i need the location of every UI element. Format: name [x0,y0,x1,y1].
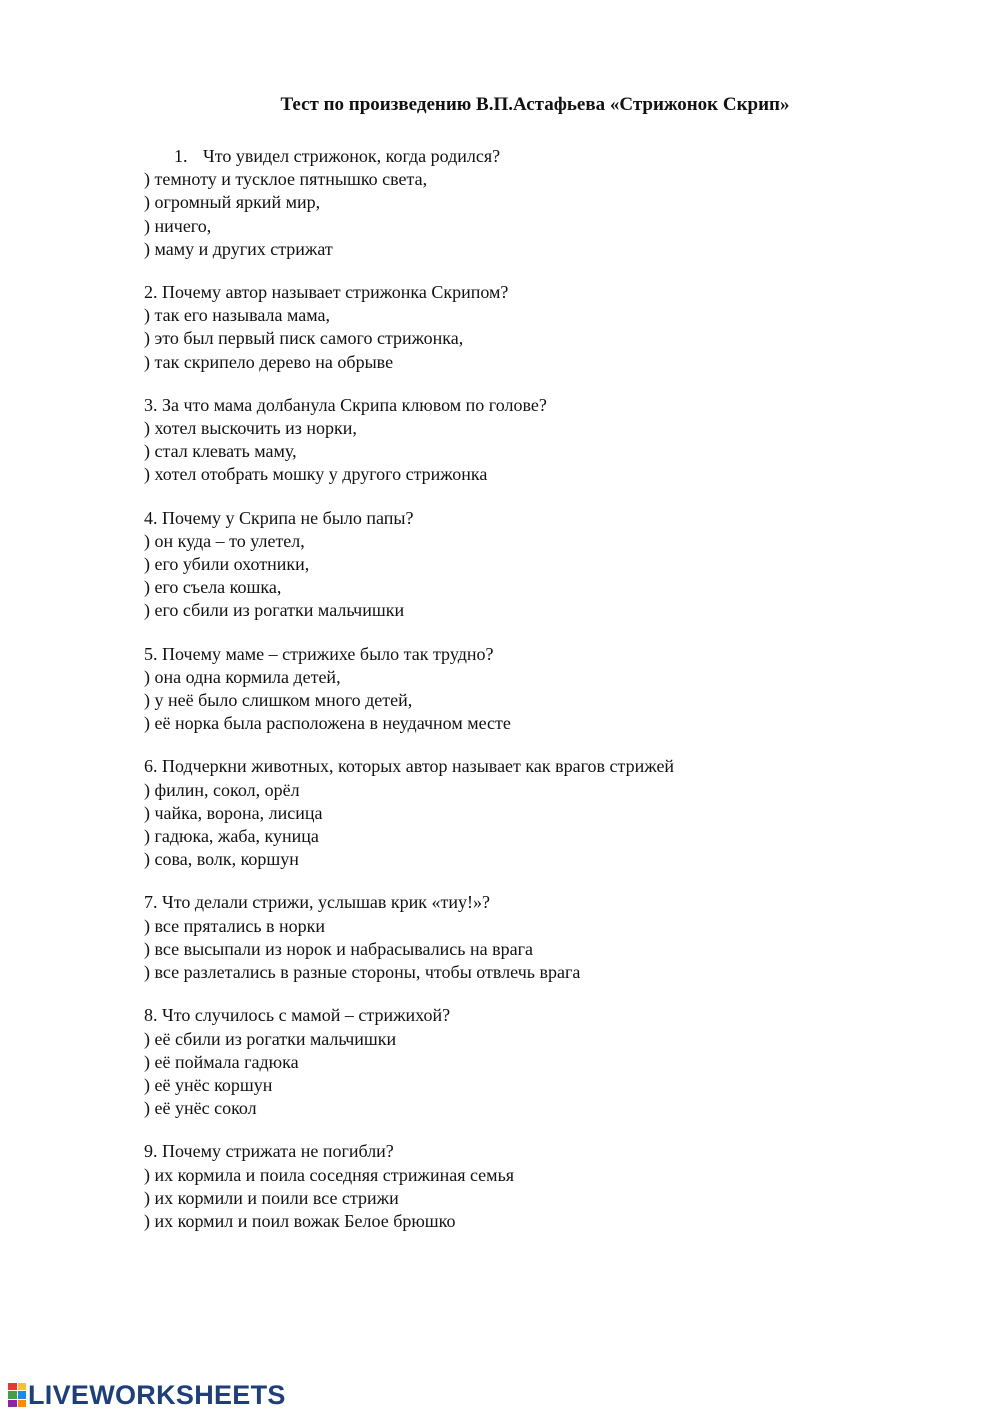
answer-option[interactable]: ) его сбили из рогатки мальчишки [144,600,405,621]
answer-option[interactable]: ) темноту и тусклое пятнышко света, [144,169,428,190]
answer-option[interactable]: ) так его называла мама, [144,305,330,326]
answer-option[interactable]: ) так скрипело дерево на обрыве [144,351,394,372]
answer-option[interactable]: ) чайка, ворона, лисица [144,802,323,823]
answer-option[interactable]: ) все прятались в норки [144,915,326,936]
question-text: 4. Почему у Скрипа не было папы? [144,507,414,528]
question-text: 6. Подчеркни животных, которых автор называет как врагов стрижей [144,756,675,777]
question-text: 7. Что делали стрижи, услышав крик «тиу!»? [144,892,491,913]
question-6 [144,755,944,871]
answer-option[interactable]: ) его съела кошка, [144,577,282,598]
question-4 [144,507,944,623]
question-text: 9. Почему стрижата не погибли? [144,1141,394,1162]
logo-block [18,1400,27,1407]
logo-text: LIVEWORKSHEETS [28,1379,286,1410]
answer-option[interactable]: ) все высыпали из норок и набрасывались на врага [144,938,533,959]
logo-block [18,1391,27,1398]
answer-option[interactable]: ) их кормили и поили все стрижи [144,1187,399,1208]
answer-option[interactable]: ) их кормил и поил вожак Белое брюшко [144,1210,456,1231]
question-text [144,145,944,168]
answer-option[interactable]: ) её норка была расположена в неудачном месте [144,713,511,734]
answer-option[interactable]: ) хотел выскочить из норки, [144,418,357,439]
question-number: 1. [174,146,188,166]
question-list [144,145,944,1253]
question-text: 2. Почему автор называет стрижонка Скрипом? [144,282,509,303]
logo-block [18,1383,27,1390]
answer-option[interactable]: ) все разлетались в разные стороны, чтобы отвлечь врага [144,962,581,983]
question-label: Что увидел стрижонок, когда родился? [203,146,501,166]
answer-option[interactable]: ) её унёс коршун [144,1074,273,1095]
liveworksheets-logo[interactable] [8,1381,286,1409]
answer-option[interactable]: ) это был первый писк самого стрижонка, [144,328,464,349]
question-8 [144,1004,944,1120]
answer-option[interactable]: ) он куда – то улетел, [144,530,305,551]
answer-option[interactable]: ) их кормила и поила соседняя стрижиная семья [144,1164,515,1185]
answer-option[interactable]: ) огромный яркий мир, [144,192,321,213]
answer-option[interactable]: ) его убили охотники, [144,554,310,575]
question-9 [144,1140,944,1233]
question-text: 8. Что случилось с мамой – стрижихой? [144,1005,451,1026]
answer-option[interactable]: ) стал клевать маму, [144,441,297,462]
question-2 [144,281,944,374]
logo-block [8,1383,17,1390]
answer-option[interactable]: ) её сбили из рогатки мальчишки [144,1028,397,1049]
question-text: 5. Почему маме – стрижихе было так трудно? [144,643,494,664]
question-text: 3. За что мама долбанула Скрипа клювом по голове? [144,394,547,415]
answer-option[interactable]: ) хотел отобрать мошку у другого стрижонка [144,464,488,485]
answer-option[interactable]: ) она одна кормила детей, [144,666,341,687]
answer-option[interactable]: ) ничего, [144,215,212,236]
logo-block [8,1400,17,1407]
question-7 [144,891,944,984]
liveworksheets-logo-icon [8,1383,26,1407]
answer-option[interactable]: ) её унёс сокол [144,1098,257,1119]
answer-option[interactable]: ) маму и других стрижат [144,238,333,259]
answer-option[interactable]: ) сова, волк, коршун [144,849,299,870]
answer-option[interactable]: ) филин, сокол, орёл [144,779,300,800]
logo-block [8,1391,17,1398]
answer-option[interactable]: ) её поймала гадюка [144,1051,299,1072]
question-5 [144,643,944,736]
answer-option[interactable]: ) гадюка, жаба, куница [144,826,319,847]
answer-option[interactable]: ) у неё было слишком много детей, [144,690,413,711]
question-1 [144,145,944,261]
page-title: Тест по произведению В.П.Астафьева «Стрижонок Скрип» [280,94,790,115]
question-3 [144,394,944,487]
